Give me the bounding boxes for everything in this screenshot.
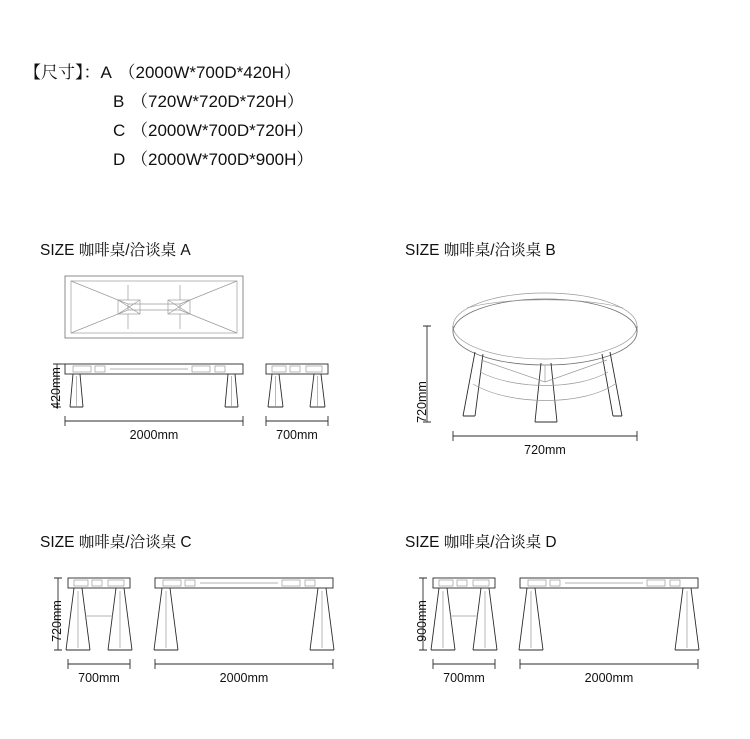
spec-key: B <box>113 92 125 111</box>
spec-value: （2000W*700D*900H） <box>131 150 314 169</box>
spec-row <box>24 145 544 174</box>
panel-table-c <box>40 530 370 690</box>
panel-table-a <box>40 238 370 458</box>
spec-value: （720W*720D*720H） <box>131 92 304 111</box>
panel-b-height-dim: 720mm <box>415 381 429 423</box>
spec-heading: 【尺寸】： <box>24 63 101 82</box>
panel-c-depth-dim: 700mm <box>78 671 120 685</box>
panel-a-depth-dim: 700mm <box>276 428 318 442</box>
panel-a-title: SIZE 咖啡桌/洽谈桌 A <box>40 242 191 259</box>
dimensions-spec-list <box>24 58 544 174</box>
panel-b-width-dim: 720mm <box>524 443 566 457</box>
panel-d-height-dim: 900mm <box>415 600 429 642</box>
panel-table-b <box>405 238 735 458</box>
panel-c-drawing <box>40 556 370 686</box>
panel-d-width-dim: 2000mm <box>584 671 634 685</box>
panel-d-depth-dim: 700mm <box>443 671 485 685</box>
panel-b-drawing <box>405 264 735 464</box>
spec-value: （2000W*700D*720H） <box>131 121 314 140</box>
spec-value: （2000W*700D*420H） <box>118 63 301 82</box>
spec-key: D <box>113 150 126 169</box>
spec-row <box>24 87 544 116</box>
panel-c-height-dim: 720mm <box>50 600 64 642</box>
panel-table-d <box>405 530 735 690</box>
panel-b-title: SIZE 咖啡桌/洽谈桌 B <box>405 242 556 259</box>
spec-row <box>24 116 544 145</box>
panel-d-drawing <box>405 556 735 686</box>
panel-d-title: SIZE 咖啡桌/洽谈桌 D <box>405 534 557 551</box>
panel-c-width-dim: 2000mm <box>219 671 269 685</box>
spec-key: C <box>113 121 126 140</box>
panel-a-width-dim: 2000mm <box>129 428 179 442</box>
spec-row <box>24 58 544 87</box>
panel-a-height-dim: 420mm <box>49 367 63 409</box>
panel-c-title: SIZE 咖啡桌/洽谈桌 C <box>40 534 192 551</box>
spec-key: A <box>100 63 112 82</box>
